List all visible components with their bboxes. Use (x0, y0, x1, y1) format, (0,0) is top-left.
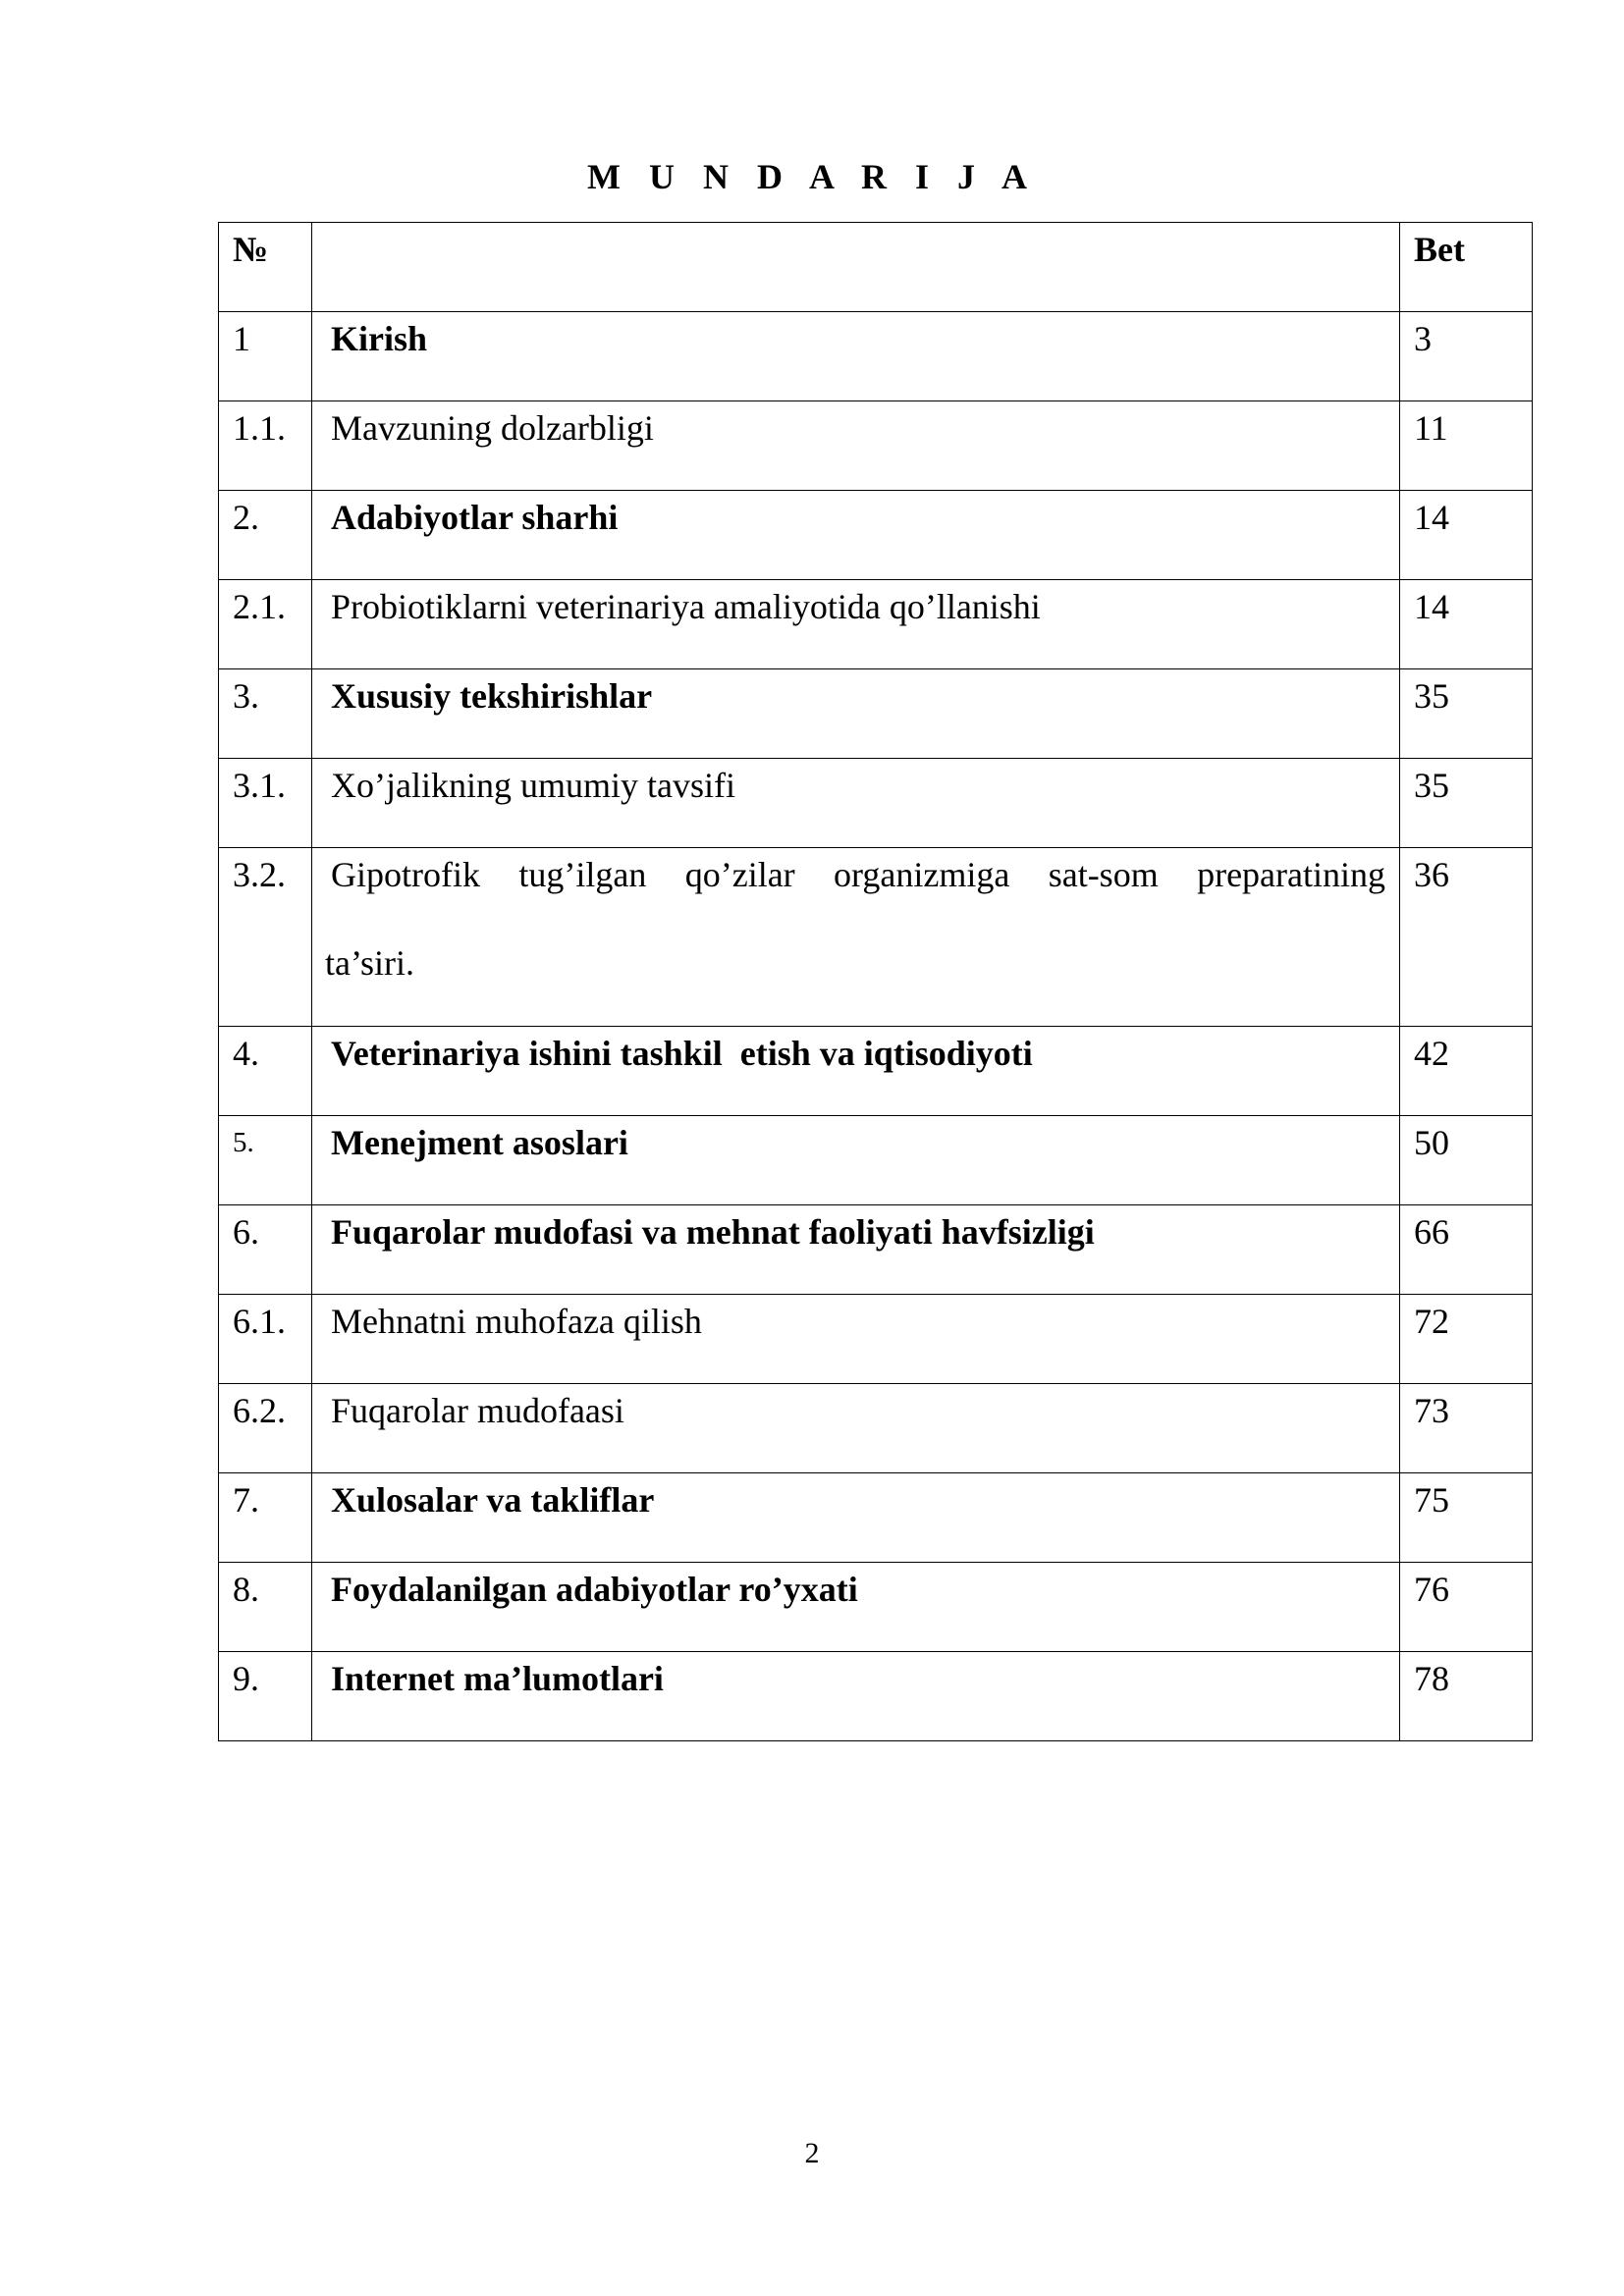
row-number: 1 (219, 312, 312, 401)
table-row (219, 1652, 1533, 1741)
table-row (219, 312, 1533, 401)
row-title (312, 848, 1400, 1027)
row-number: 1.1. (219, 401, 312, 491)
table-row (219, 1384, 1533, 1473)
row-page: 76 (1400, 1563, 1533, 1652)
row-title: Internet ma’lumotlari (312, 1652, 1400, 1741)
row-page: 14 (1400, 491, 1533, 580)
row-number: 6.2. (219, 1384, 312, 1473)
row-title: Xususiy tekshirishlar (312, 669, 1400, 759)
row-page: 11 (1400, 401, 1533, 491)
table-row (219, 1473, 1533, 1563)
row-page: 72 (1400, 1295, 1533, 1384)
row-number: 8. (219, 1563, 312, 1652)
table-row (219, 401, 1533, 491)
row-title: Xulosalar va takliflar (312, 1473, 1400, 1563)
row-title: Foydalanilgan adabiyotlar ro’yxati (312, 1563, 1400, 1652)
row-number: 4. (219, 1027, 312, 1116)
table-header-row (219, 223, 1533, 312)
row-number: 3.2. (219, 848, 312, 1027)
row-page: 36 (1400, 848, 1533, 1027)
row-page: 78 (1400, 1652, 1533, 1741)
row-number: 3.1. (219, 759, 312, 848)
row-title: Menejment asoslari (312, 1116, 1400, 1205)
table-row (219, 759, 1533, 848)
table-row (219, 580, 1533, 669)
table-of-contents (218, 222, 1533, 1741)
row-title: Mehnatni muhofaza qilish (312, 1295, 1400, 1384)
table-row (219, 491, 1533, 580)
row-title-line: ta’siri. (325, 943, 414, 983)
row-page: 14 (1400, 580, 1533, 669)
table-row (219, 1295, 1533, 1384)
header-number-cell: № (219, 223, 312, 312)
row-number: 2.1. (219, 580, 312, 669)
table-row (219, 669, 1533, 759)
row-page: 35 (1400, 759, 1533, 848)
row-title: Veterinariya ishini tashkil etish va iqtisodiyoti (312, 1027, 1400, 1116)
row-page: 66 (1400, 1205, 1533, 1295)
header-title-cell (312, 223, 1400, 312)
table-row (219, 1027, 1533, 1116)
table-row (219, 1116, 1533, 1205)
row-title: Fuqarolar mudofasi va mehnat faoliyati havfsizligi (312, 1205, 1400, 1295)
row-title: Fuqarolar mudofaasi (312, 1384, 1400, 1473)
row-page: 3 (1400, 312, 1533, 401)
row-page: 75 (1400, 1473, 1533, 1563)
row-page: 73 (1400, 1384, 1533, 1473)
row-title: Xo’jalikning umumiy tavsifi (312, 759, 1400, 848)
table-row (219, 1563, 1533, 1652)
row-title: Kirish (312, 312, 1400, 401)
table-row (219, 1205, 1533, 1295)
row-title: Adabiyotlar sharhi (312, 491, 1400, 580)
row-number: 7. (219, 1473, 312, 1563)
row-title: Mavzuning dolzarbligi (312, 401, 1400, 491)
page-number: 2 (804, 2137, 820, 2169)
page-title: M U N D A R I J A (586, 157, 1038, 196)
row-number: 5. (219, 1116, 312, 1205)
row-number: 3. (219, 669, 312, 759)
row-page: 42 (1400, 1027, 1533, 1116)
row-number: 9. (219, 1652, 312, 1741)
table-row (219, 848, 1533, 1027)
row-number: 2. (219, 491, 312, 580)
row-number: 6. (219, 1205, 312, 1295)
row-page: 50 (1400, 1116, 1533, 1205)
header-page-cell: Bet (1400, 223, 1533, 312)
row-title-line: Gipotrofik tug’ilgan qo’zilar organizmiga sat-som preparatining (331, 855, 1385, 894)
row-page: 35 (1400, 669, 1533, 759)
row-title: Probiotiklarni veterinariya amaliyotida qo’llanishi (312, 580, 1400, 669)
row-number: 6.1. (219, 1295, 312, 1384)
